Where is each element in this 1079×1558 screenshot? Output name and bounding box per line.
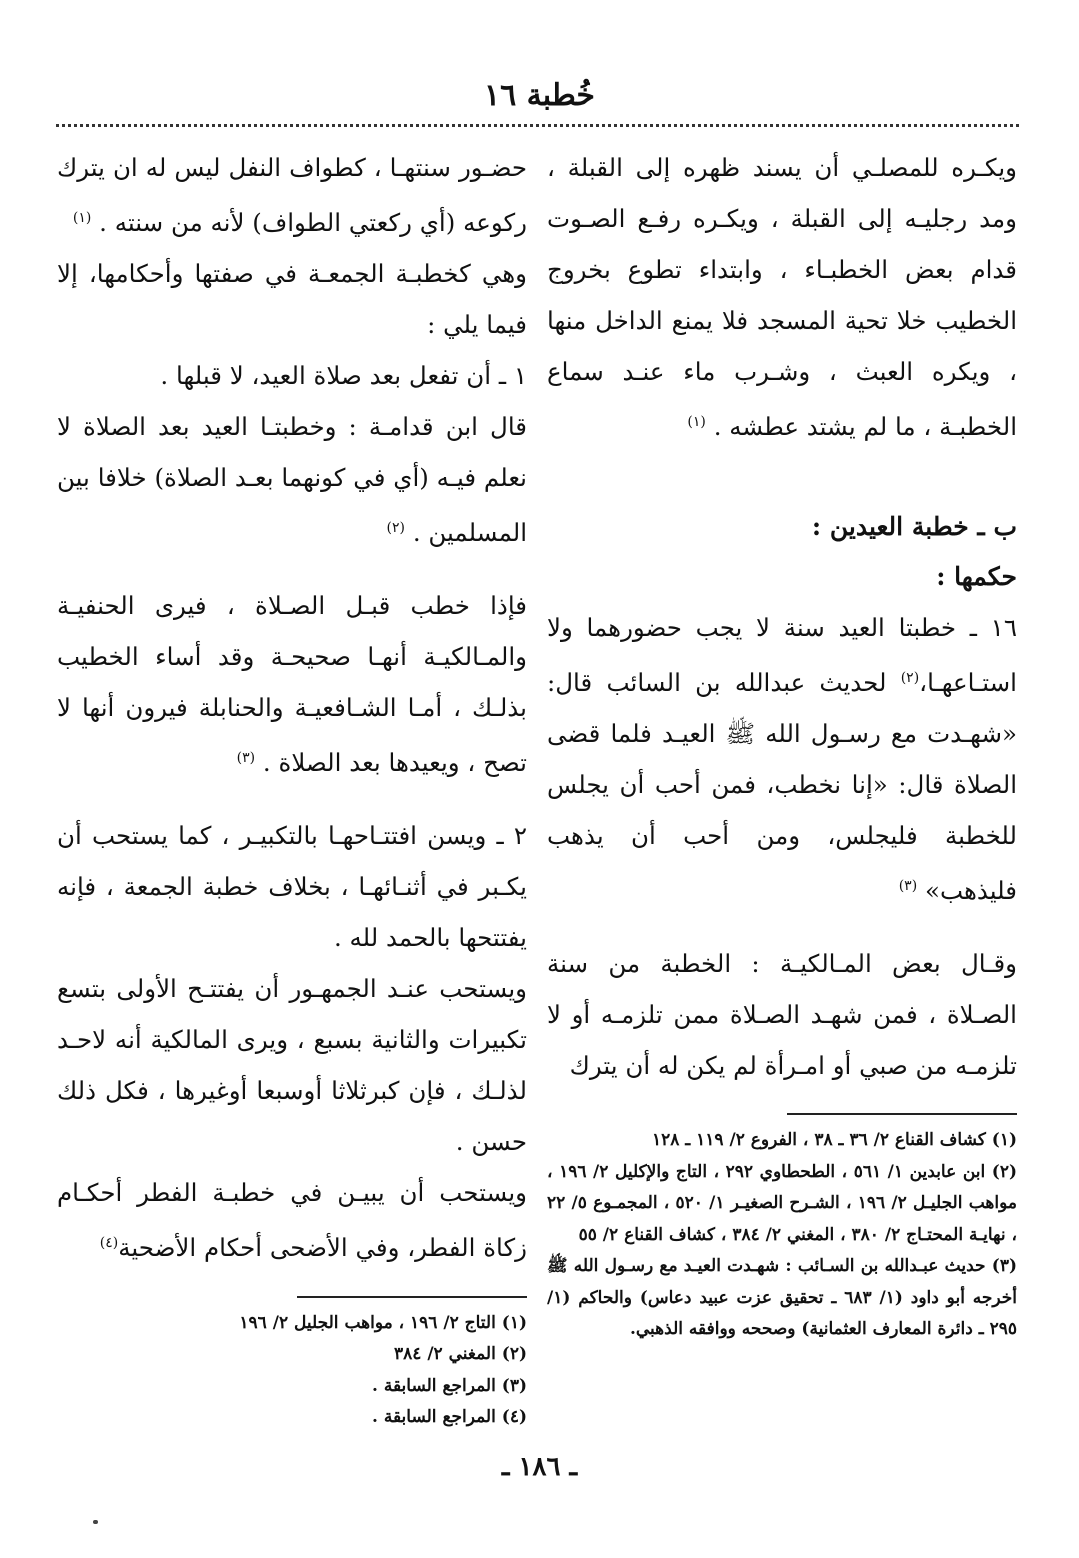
subheading: حكمها : — [936, 562, 1017, 592]
right-paragraph-3: وقـال بعض المـالكيـة : الخطبة من سنة الصـلاة ، فمن شهـد الصـلاة ممن تلزمـه أو لا تلزمـه من صبي أو امـرأة لم يكن له أن يترك — [547, 949, 1017, 1081]
footnote: (٣) حديث عبـدالله بن السـائب : شهـدت العيـد مع رسـول الله ﷺ أخرجه أبو داود (١/ ٦٨٣ ـ تحقيق عزت عبيد دعاس) والحاكم (١/ ٢٩٥ ـ دائرة المعارف العثمانية) وصححه ووافقه الذهبي. — [547, 1256, 1018, 1340]
list-item-1: ١ ـ أن تفعل بعد صلاة العيد، لا قبلها . — [160, 361, 527, 391]
footnote-ref: (٢) — [386, 520, 406, 537]
right-paragraph-1: ويكـره للمصلـي أن يسند ظهره إلى القبلة ، ومد رجليـه إلى القبلة ، ويكـره رفـع الصـوت قدام بعض الخطبـاء ، وابتداء تطوع بخروج الخطيب خلا تحية المسجد فلا يمنع الداخل منها ، ويكره العبث ، وشـرب ماء عنـد سماع الخطبـة ، ما لم يشتد عطشه . $^{(١)}$ — [547, 153, 1017, 442]
left-paragraph-2: وهي كخطبـة الجمعـة في صفتها وأحكامها، إلا فيما يلي : — [57, 259, 527, 340]
left-paragraph-3: قال ابن قدامـة : وخطبتـا العيد بعد الصلاة لا نعلم فيـه (أي في كونهما بعـد الصلاة) خلافا بين المسلمين . $^{(٢)}$ — [57, 412, 527, 548]
section-heading: ب ـ خطبة العيدين : — [811, 512, 1017, 542]
footnote-ref: (٤) — [99, 1235, 119, 1252]
list-item-2: ٢ ـ ويسن افتتـاحهـا بالتكبيـر ، كما يستحب أن يكـبر في أثنـائهـا ، بخلاف خطبة الجمعة ، فإنه يفتتحها بالحمد لله . — [57, 821, 527, 953]
page-header-title: خُطبة ١٦ — [484, 78, 595, 113]
footnote-ref: (٣) — [236, 750, 256, 767]
footnote-ref: (١) — [687, 414, 706, 430]
header-dotted-divider — [56, 124, 1019, 127]
footnote: (٣) المراجع السابقة . — [372, 1375, 527, 1396]
footnote: (٢) المغني ٢/ ٣٨٤ — [394, 1344, 527, 1365]
left-paragraph-5: ويستحب عنـد الجمهـور أن يفتتـح الأولى بتسع تكبيرات والثانية بسبع ، ويرى المالكية أنه لاحـد لذلـك ، فإن كبرثلاثا أوسبعا أوغيرها ، فكل ذلك حسن . — [57, 974, 527, 1157]
left-paragraph-6: ويستحب أن يبيـن في خطبـة الفطر أحكـام زكاة الفطر، وفي الأضحى أحكام الأضحية$^{(٤)}$ — [57, 1178, 527, 1263]
right-paragraph-2: ١٦ ـ خطبتا العيد سنة لا يجب حضورهما ولا استـاعهـا،$^{(٢)}$ لحديث عبدالله بن السائب قال: «شهـدت مع رسـول الله ﷺ العيـد فلما قضى الصلاة قال: «إنا نخطب، فمن أحب أن يجلس للخطبة فليجلس، ومن أحب أن يذهب فليذهب» $^{(٣)}$ — [547, 613, 1017, 906]
footnote-ref: (١) — [72, 210, 92, 226]
left-paragraph-1: حضـور سنتهـا ، كطواف النفل ليس له ان يترك ركوعه (أي ركعتي الطواف) لأنه من سنته . $^{(١)}$ — [57, 153, 527, 238]
footnote: (١) كشاف القناع ٢/ ٣٦ ـ ٣٨ ، الفروع ٢/ ١١٩ ـ ١٢٨ — [651, 1130, 1017, 1151]
footnote-ref: (٣) — [898, 878, 918, 895]
left-column — [57, 142, 527, 1434]
footnote: (٢) ابن عابدين ١/ ٥٦١ ، الطحطاوي ٢٩٢ ، التاج والإكليل ٢/ ١٩٦ ، مواهب الجليـل ٢/ ١٩٦ ، الشـرح الصغيـر ١/ ٥٢٠ ، المجمـوع ٥/ ٢٢ ، نهايـة المحتـاج ٢/ ٣٨٠ ، المغني ٢/ ٣٨٤ ، كشاف القناع ٢/ ٥٥ — [547, 1161, 1018, 1245]
page-number: ـ ١٨٦ ـ — [501, 1452, 578, 1482]
footnote-ref: (٢) — [900, 670, 920, 687]
right-column — [547, 142, 1017, 1346]
footnote-divider — [787, 1113, 1017, 1115]
footnote-divider — [297, 1296, 527, 1298]
ink-speck — [93, 1520, 98, 1524]
left-paragraph-4: فإذا خطب قبـل الصـلاة ، فيرى الحنفيـة والمـالكيـة أنهـا صحيحـة وقد أساء الخطيب بذلـك ، أمـا الشـافعيـة والحنابلة فيرون أنها لا تصح ، ويعيدها بعد الصلاة . $^{(٣)}$ — [57, 591, 527, 778]
footnote: (٤) المراجع السابقة . — [372, 1407, 527, 1428]
footnote: (١) التاج ٢/ ١٩٦ ، مواهب الجليل ٢/ ١٩٦ — [239, 1312, 527, 1333]
